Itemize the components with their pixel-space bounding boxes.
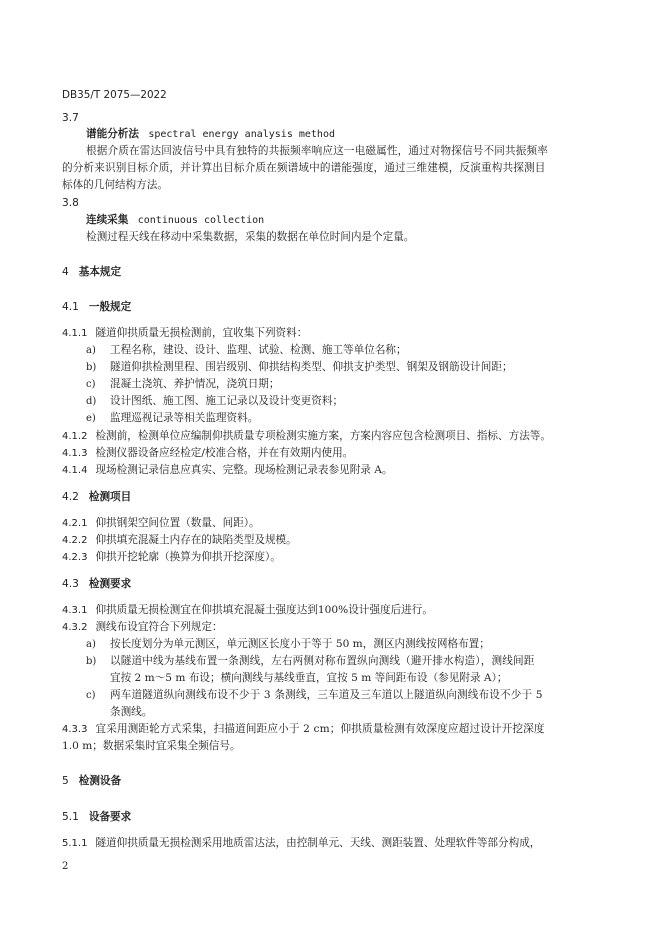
list-item: b) 以隧道中线为基线布置一条测线，左右两侧对称布置纵向测线（避开排水构造），测线间距	[86, 655, 535, 667]
clause: 4.3.1 仰拱质量无损检测宜在仰拱填充混凝土强度达到100%设计强度后进行。	[62, 604, 433, 616]
clause: 4.3.3 宜采用测距轮方式采集，扫描道间距应小于 2 cm；仰拱质量检测有效深度应超过设计开挖深度	[62, 723, 545, 735]
list-item-continuation: 条测线。	[110, 706, 153, 718]
term-definition-line: 检测过程天线在移动中采集数据，采集的数据在单位时间内是个定量。	[86, 231, 415, 243]
list-item-continuation: 宜按 2 m～5 m 布设；横向测线与基线垂直，宜按 5 m 等间距布设（参见附录 A）；	[110, 672, 508, 684]
section-heading: 5.1 设备要求	[62, 811, 132, 823]
clause: 4.1.1 隧道仰拱质量无损检测前，宜收集下列资料：	[62, 327, 308, 339]
section-heading: 4.3 检测要求	[62, 578, 132, 590]
list-item: b) 隧道仰拱检测里程、围岩级别、仰拱结构类型、仰拱支护类型、钢架及钢筋设计间距；	[86, 361, 513, 373]
term-number: 3.7	[62, 112, 79, 124]
list-item: c) 混凝土浇筑、养护情况，浇筑日期；	[86, 378, 280, 390]
term-en: continuous collection	[137, 215, 265, 226]
term-title	[86, 213, 264, 228]
chapter-heading: 4 基本规定	[62, 266, 122, 278]
term-definition-line: 标体的几何结构方法。	[62, 179, 168, 191]
list-item: d) 设计图纸、施工图、施工记录以及设计变更资料；	[86, 395, 344, 407]
clause: 4.1.3 检测仪器设备应经检定/校准合格，并在有效期内使用。	[62, 447, 354, 459]
page-number: 2	[62, 861, 69, 872]
clause: 4.1.4 现场检测记录信息应真实、完整。现场检测记录表参见附录 A。	[62, 464, 393, 476]
list-item: a) 按长度划分为单元测区，单元测区长度小于等于 50 m，测区内测线按网格布置；	[86, 638, 490, 650]
section-heading: 4.2 检测项目	[62, 491, 132, 503]
clause: 5.1.1 隧道仰拱质量无损检测采用地质雷达法，由控制单元、天线、测距装置、处理软件等部分构成，	[62, 837, 541, 849]
list-item: c) 两车道隧道纵向测线布设不少于 3 条测线，三车道及三车道以上隧道纵向测线布设不少于 5	[86, 689, 543, 701]
term-title	[86, 127, 335, 142]
term-en: spectral energy analysis method	[148, 129, 335, 140]
list-item: a) 工程名称，建设、设计、监理、试验、检测、施工等单位名称；	[86, 344, 407, 356]
term-number: 3.8	[62, 197, 79, 209]
list-item: e) 监理巡视记录等相关监理资料。	[86, 412, 259, 424]
section-heading: 4.1 一般规定	[62, 301, 132, 313]
clause: 4.1.2 检测前，检测单位应编制仰拱质量专项检测实施方案，方案内容应包含检测项目、指标、方法等。	[62, 430, 551, 442]
clause: 4.2.3 仰拱开挖轮廓（换算为仰拱开挖深度）。	[62, 551, 281, 563]
chapter-heading: 5 检测设备	[62, 775, 122, 787]
clause: 4.3.2 测线布设宜符合下列规定：	[62, 621, 223, 633]
term-definition-line: 根据介质在雷达回波信号中具有独特的共振频率响应这一电磁属性，通过对物探信号不同共振频率	[86, 145, 548, 157]
clause: 4.2.1 仰拱钢架空间位置（数量、间距）。	[62, 517, 260, 529]
clause: 4.2.2 仰拱填充混凝土内存在的缺陷类型及规模。	[62, 534, 297, 546]
term-zh: 连续采集	[86, 214, 129, 226]
clause-continuation: 1.0 m；数据采集时宜采集全频信号。	[62, 740, 241, 752]
doc-code-header: DB35/T 2075—2022	[62, 89, 167, 101]
term-zh: 谱能分析法	[86, 128, 139, 140]
term-definition-line: 的分析来识别目标介质，并计算出目标介质在频谱域中的谱能强度，通过三维建模，反演重构共探测目	[62, 162, 546, 174]
